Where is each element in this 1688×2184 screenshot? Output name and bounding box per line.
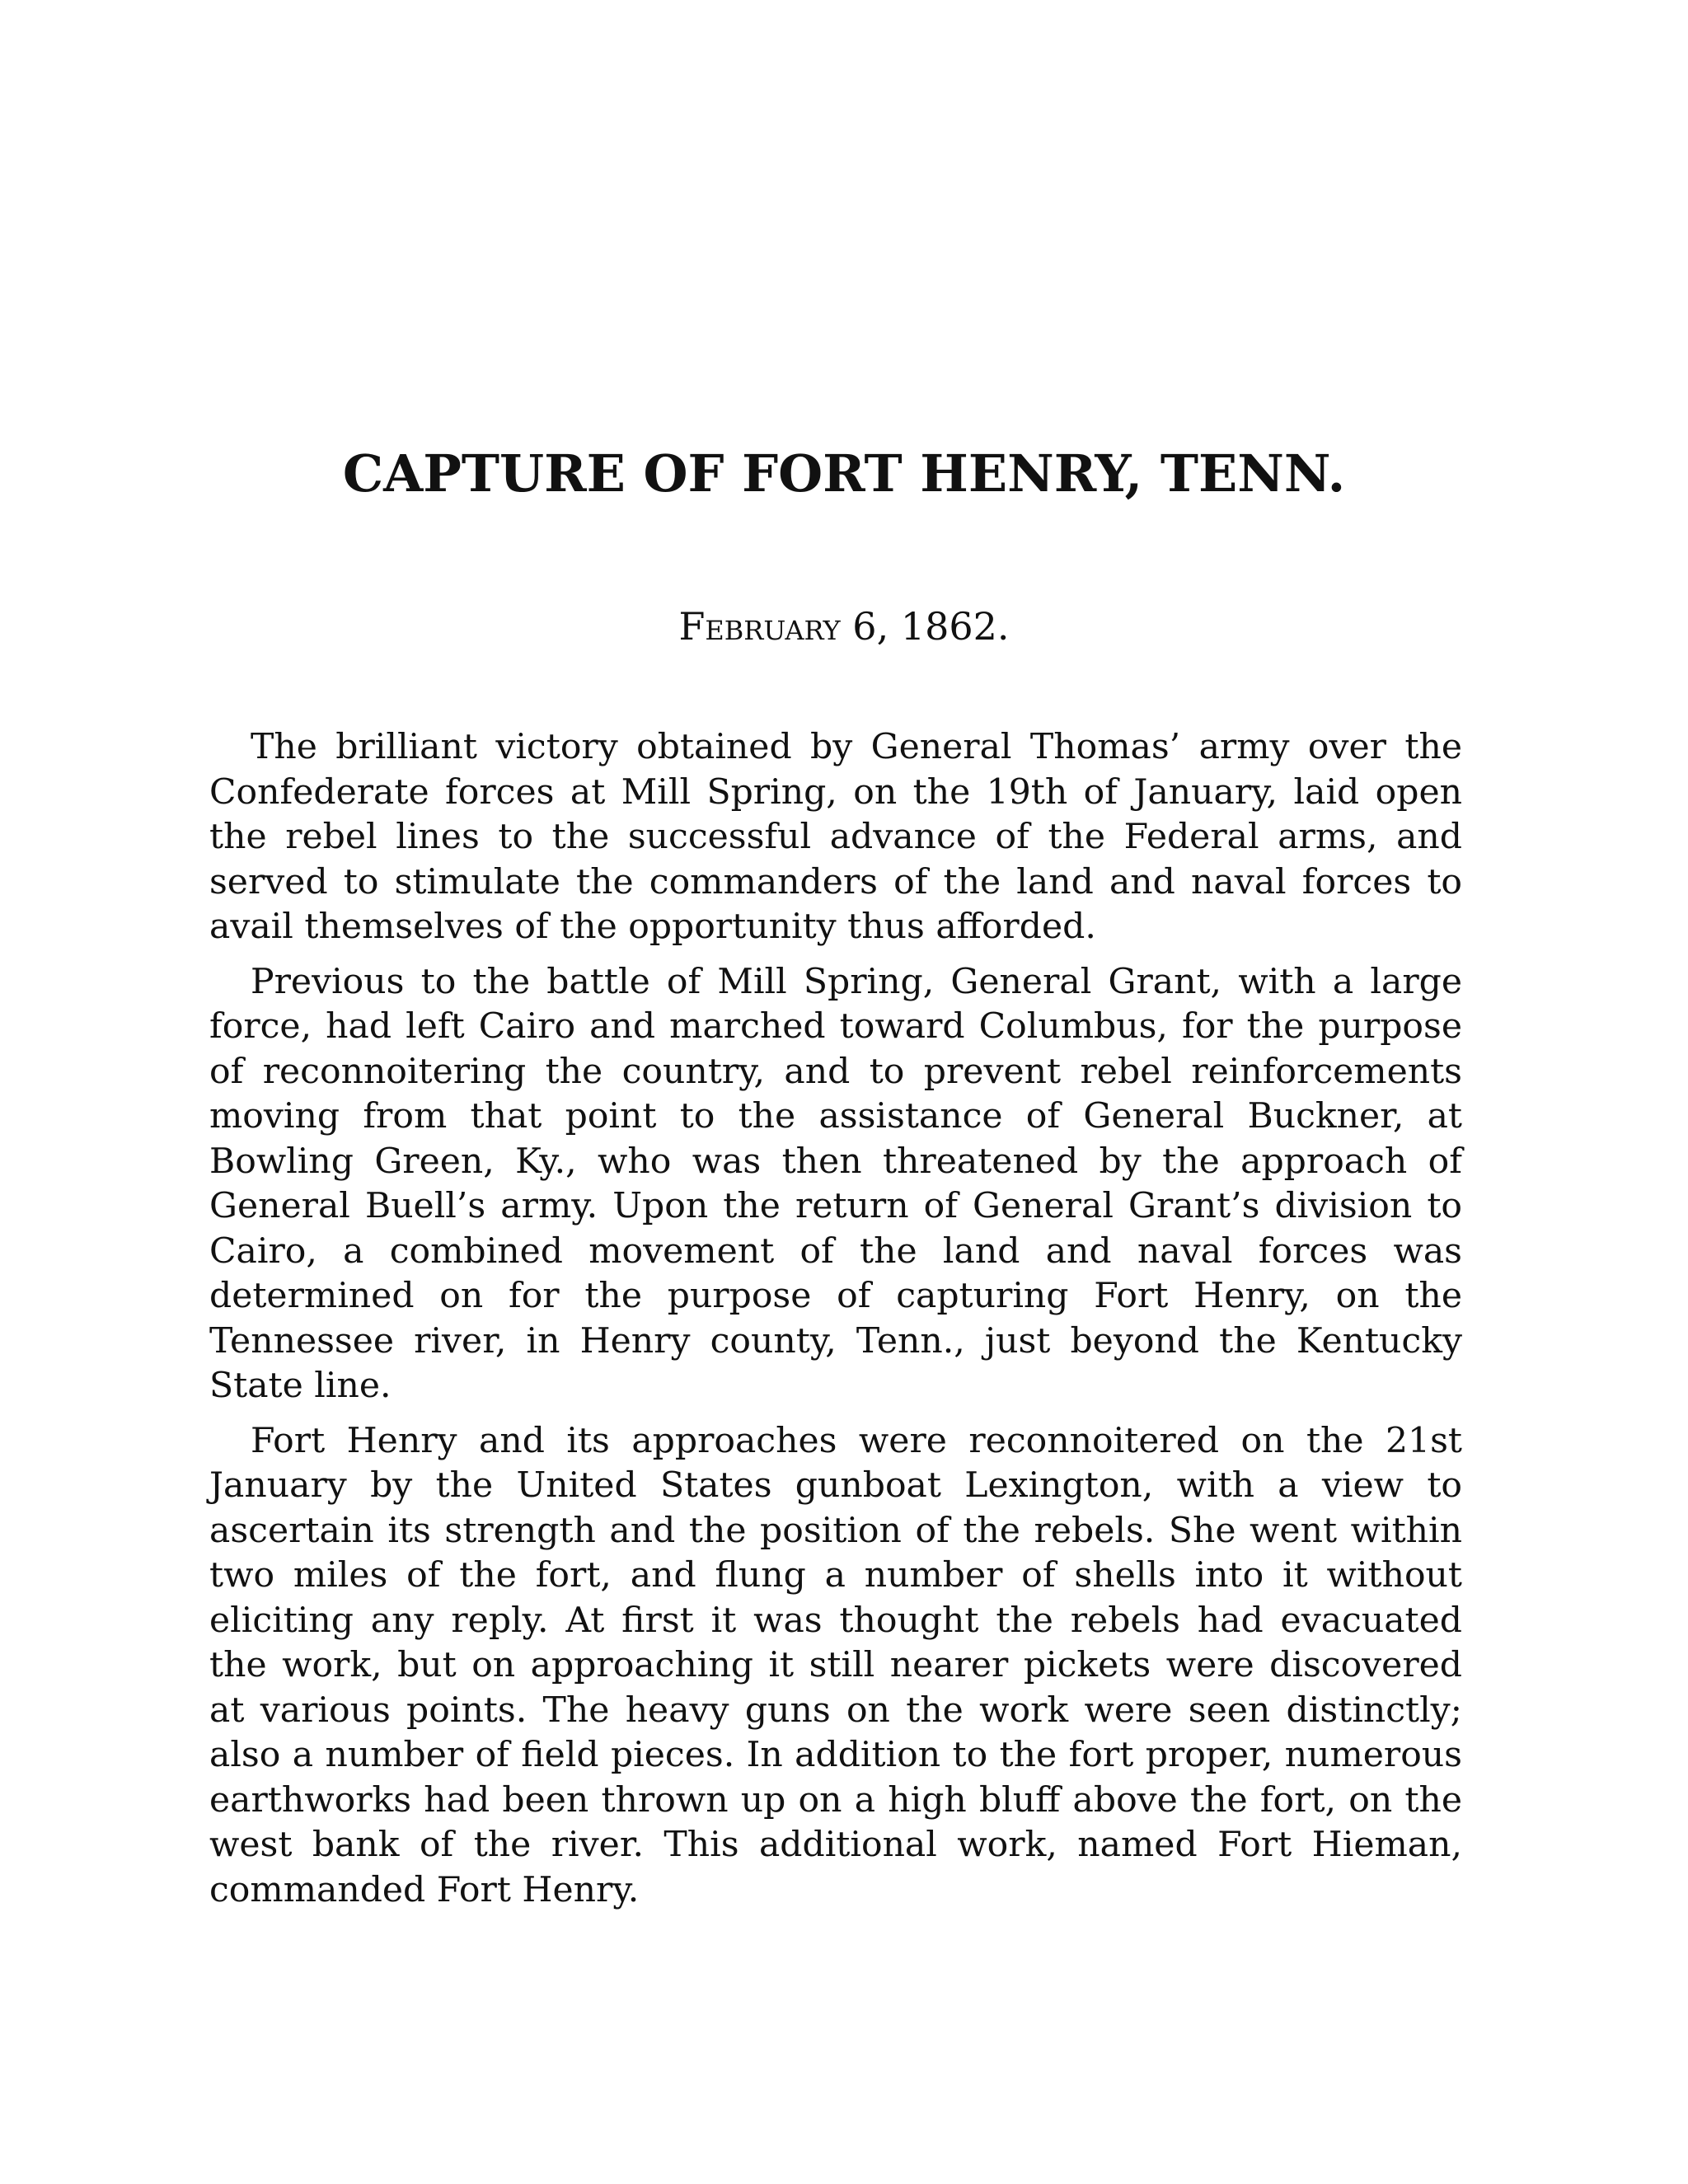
paragraph: Previous to the battle of Mill Spring, General Grant, with a large force, had left Cairo and marched toward Columbus, for the purpose of reconnoitering the country, and to prevent rebel reinforcements moving from that point to the assistance of General Buckner, at Bowling Green, Ky., who was then threatened by the approach of General Buell’s army. Upon the return of General Grant’s division to Cairo, a combined movement of the land and naval forces was determined on for the purpose of capturing Fort Henry, on the Tennessee river, in Henry county, Tenn., just beyond the Kentucky State line. [209,961,1462,1406]
article-body [209,725,1462,1923]
dateline: February 6, 1862. [678,604,1010,649]
page-title: CAPTURE OF FORT HENRY, TENN. [342,443,1346,504]
paragraph: Fort Henry and its approaches were reconnoitered on the 21st January by the United States gunboat Lexington, with a view to ascertain its strength and the position of the rebels. She went within two miles of the fort, and flung a number of shells into it without eliciting any reply. At first it was thought the rebels had evacuated the work, but on approaching it still nearer pickets were discovered at various points. The heavy guns on the work were seen distinctly; also a number of field pieces. In addition to the fort proper, numerous earthworks had been thrown up on a high bluff above the fort, on the west bank of the river. This additional work, named Fort Hieman, commanded Fort Henry. [209,1420,1462,1910]
paragraph: The brilliant victory obtained by General Thomas’ army over the Confederate forces at Mill Spring, on the 19th of January, laid open the rebel lines to the successful advance of the Federal arms, and served to stimulate the commanders of the land and naval forces to avail themselves of the opportunity thus afforded. [209,727,1462,947]
